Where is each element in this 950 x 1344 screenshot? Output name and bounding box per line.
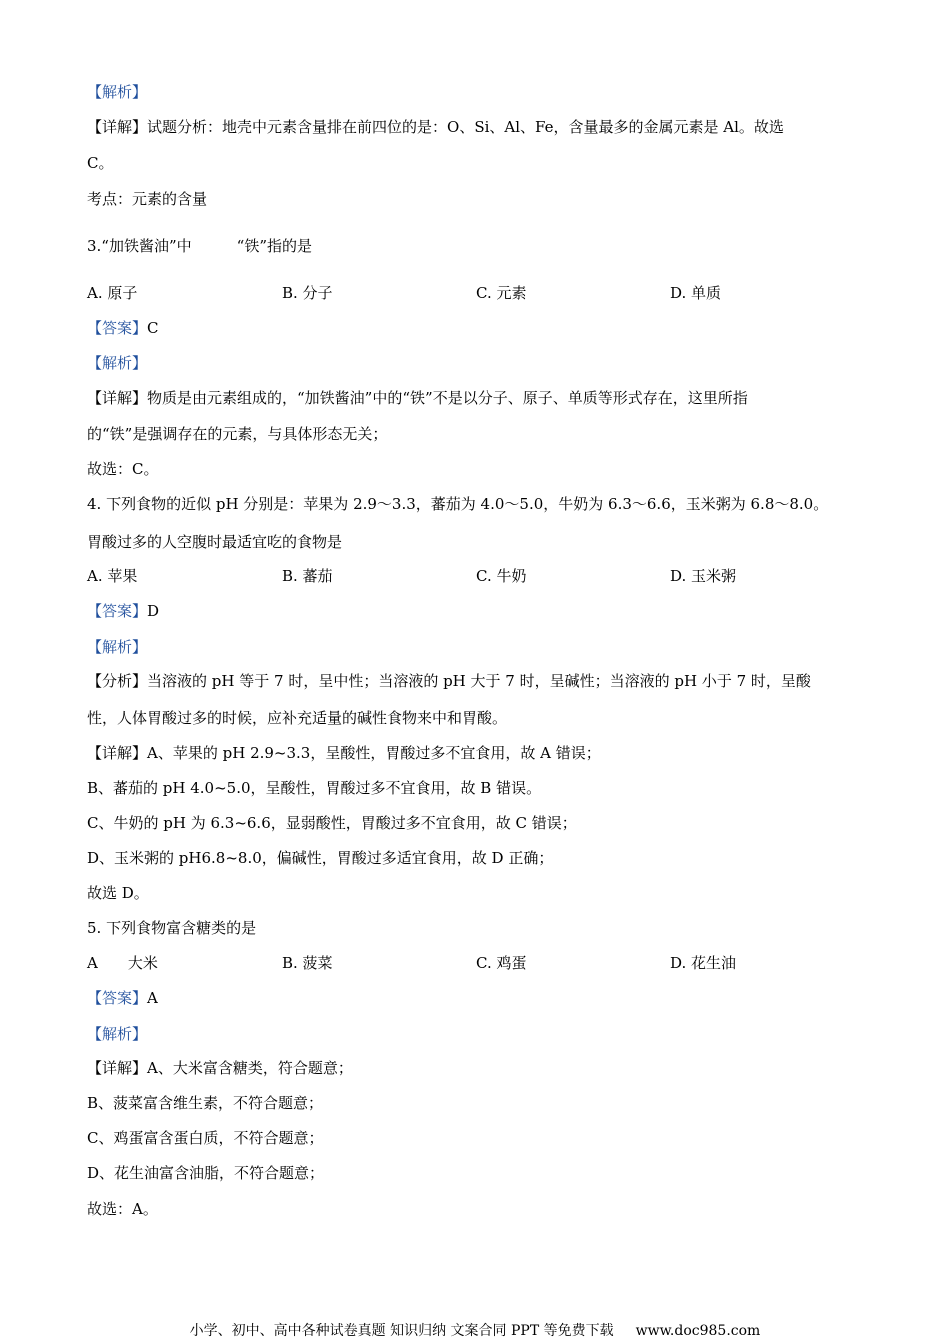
- detail-line-c: C、牛奶的 pH 为 6.3~6.6，显弱酸性，胃酸过多不宜食用，故 C 错误；: [87, 814, 577, 832]
- detail-line: [87, 117, 784, 137]
- q5-option-c: C. 鸡蛋: [476, 954, 527, 972]
- detail-text: 试题分析：地壳中元素含量排在前四位的是：O、Si、Al、Fe，含量最多的金属元素是 Al。故选: [147, 118, 784, 136]
- footer-url[interactable]: www.doc985.com: [635, 1323, 761, 1339]
- q5-option-b: B. 菠菜: [282, 954, 333, 972]
- detail-line: [87, 1058, 353, 1078]
- detail-text: 物质是由元素组成的，“加铁酱油”中的“铁”不是以分子、原子、单质等形式存在，这里所指: [147, 389, 748, 407]
- detail-line-d: D、玉米粥的 pH6.8~8.0，偏碱性，胃酸过多适宜食用，故 D 正确；: [87, 849, 554, 867]
- q5-answer: [87, 988, 158, 1008]
- q3-option-c: C. 元素: [476, 284, 527, 302]
- q4-option-a: A. 苹果: [87, 567, 138, 585]
- question-5-stem: 5. 下列食物富含糖类的是: [87, 919, 257, 937]
- analysis-text-cont: 性，人体胃酸过多的时候，应补充适量的碱性食物来中和胃酸。: [87, 709, 508, 727]
- conclusion: 故选：A。: [87, 1200, 158, 1218]
- q3-option-a: A. 原子: [87, 284, 138, 302]
- analysis-tag: 【解析】: [87, 83, 148, 101]
- q3-option-b: B. 分子: [282, 284, 333, 302]
- answer-value: A: [147, 989, 158, 1007]
- detail-line-c: C、鸡蛋富含蛋白质，不符合题意；: [87, 1129, 324, 1147]
- analysis-tag: 【解析】: [87, 354, 148, 372]
- detail-text: A、大米富含糖类，符合题意；: [147, 1059, 353, 1077]
- analysis-sub-tag: 【分析】: [87, 672, 148, 690]
- answer-tag: 【答案】: [87, 989, 148, 1007]
- q4-option-c: C. 牛奶: [476, 567, 527, 585]
- exam-point: 考点：元素的含量: [87, 190, 208, 208]
- detail-tag: 【详解】: [87, 1059, 148, 1077]
- conclusion: 故选：C。: [87, 460, 159, 478]
- q3-option-d: D. 单质: [670, 284, 722, 302]
- q3-answer: [87, 318, 159, 338]
- detail-tag: 【详解】: [87, 389, 148, 407]
- detail-text: A、苹果的 pH 2.9~3.3，呈酸性，胃酸过多不宜食用，故 A 错误；: [147, 744, 601, 762]
- answer-value: C: [147, 319, 159, 337]
- analysis-text: 当溶液的 pH 等于 7 时，呈中性；当溶液的 pH 大于 7 时，呈碱性；当溶液的 pH 小于 7 时，呈酸: [147, 672, 811, 690]
- conclusion: 故选 D。: [87, 884, 149, 902]
- detail-line-b: B、蕃茄的 pH 4.0~5.0，呈酸性，胃酸过多不宜食用，故 B 错误。: [87, 779, 542, 797]
- detail-tag: 【详解】: [87, 118, 148, 136]
- analysis-line: [87, 671, 811, 691]
- q5-option-d: D. 花生油: [670, 954, 737, 972]
- q4-option-d: D. 玉米粥: [670, 567, 737, 585]
- detail-text-cont: 的“铁”是强调存在的元素，与具体形态无关；: [87, 425, 388, 443]
- answer-value: D: [147, 602, 160, 620]
- page-footer: [0, 1322, 950, 1340]
- q4-option-b: B. 蕃茄: [282, 567, 333, 585]
- answer-tag: 【答案】: [87, 319, 148, 337]
- answer-tag: 【答案】: [87, 602, 148, 620]
- footer-text: 小学、初中、高中各种试卷真题 知识归纳 文案合同 PPT 等免费下载: [189, 1323, 614, 1339]
- q5-option-a: A 大米: [87, 954, 158, 972]
- detail-line: [87, 743, 601, 763]
- detail-text-cont: C。: [87, 154, 114, 172]
- analysis-tag: 【解析】: [87, 638, 148, 656]
- q4-answer: [87, 601, 159, 621]
- analysis-tag: 【解析】: [87, 1025, 148, 1043]
- question-4-stem-cont: 胃酸过多的人空腹时最适宜吃的食物是: [87, 533, 343, 551]
- detail-line-b: B、菠菜富含维生素，不符合题意；: [87, 1094, 324, 1112]
- detail-line: [87, 388, 748, 408]
- question-4-stem: 4. 下列食物的近似 pH 分别是：苹果为 2.9～3.3，蕃茄为 4.0～5.0，牛奶为 6.3～6.6，玉米粥为 6.8～8.0。: [87, 495, 829, 513]
- question-3-stem: 3.“加铁酱油”中 “铁”指的是: [87, 237, 312, 255]
- detail-tag: 【详解】: [87, 744, 148, 762]
- detail-line-d: D、花生油富含油脂，不符合题意；: [87, 1164, 325, 1182]
